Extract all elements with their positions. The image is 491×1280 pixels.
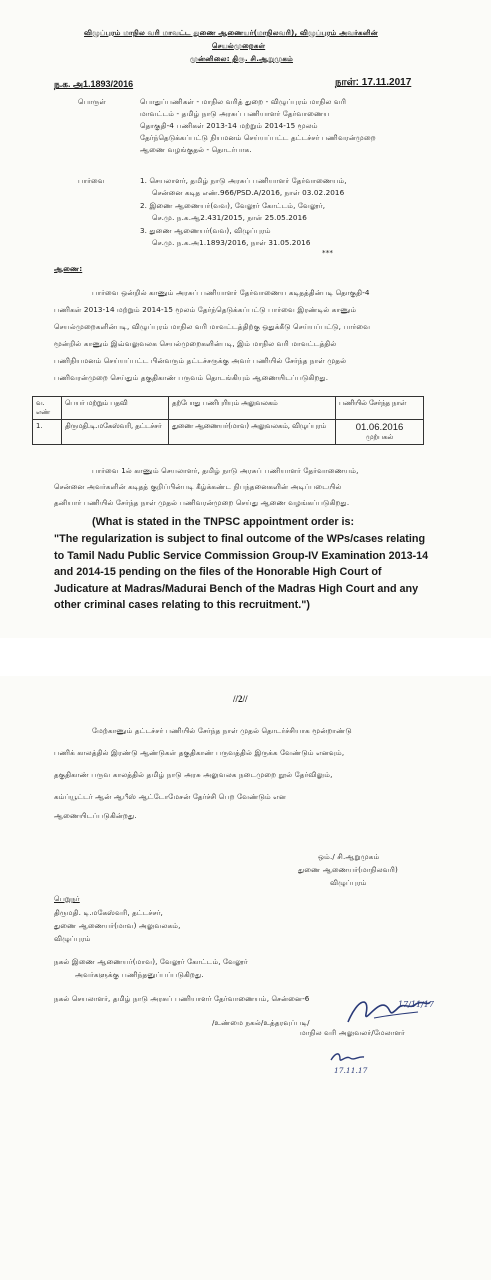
true-copy-line: /உண்மை நகல்/உத்தரவுப்படி/	[212, 1018, 310, 1027]
references-label: பார்வை	[78, 176, 105, 185]
table-header-cell: வ. எண்	[33, 397, 62, 420]
recipient-line: துணை ஆணையர்(மாவ) அலுவலகம்,	[54, 921, 181, 930]
reference-item: செ.மு. ந.க.அ1.1893/2016, நாள் 31.05.2016	[152, 238, 311, 247]
condition-paragraph-line: பார்வை 1ல் காணும் செயலாளர், தமிழ் நாடு அரசுப் பணியாளர் தேர்வாணையம்,	[92, 466, 359, 475]
order-page-1	[0, 0, 491, 638]
reference-item: செ.மு. ந.க.ஆ2.431/2015, நாள் 25.05.2016	[152, 213, 307, 222]
condition-paragraph-line: சென்னை அவர்களின் கடிதத் குறிப்பின்படி கீழ்க்கண்ட நிபந்தனைகளின் அடிப்படையில்	[54, 482, 342, 491]
subject-label: பொருள்	[78, 97, 107, 106]
reference-item: 2. இணை ஆணையர்(வவ), வேலூர் கோட்டம், வேலூர்,	[140, 201, 326, 210]
table-cell-sno: 1.	[33, 420, 62, 445]
presiding-officer: முன்னிலை: திரு. சி.ஆறுமுகம்	[190, 54, 293, 63]
subject-line: ஆணை வழங்குதல் - தொடர்பாக.	[140, 145, 252, 154]
tnpsc-quote-intro: (What is stated in the TNPSC appointment order is:	[92, 516, 355, 528]
signatory-name: ஒம்./ சி.ஆறுமுகம்	[318, 852, 380, 861]
probation-paragraph-line: கம்ப்யூட்டர் ஆன் ஆபீஸ் ஆட்டோமேசன் தேர்ச்சி பெற வேண்டும் என	[54, 792, 287, 801]
order-page-2	[0, 676, 491, 1280]
table-cell-office: துணை ஆணையர்(மாவ) அலுவலகம், விழுப்புரம்	[169, 420, 336, 445]
page-number-marker: //2//	[233, 694, 248, 704]
table-row	[33, 420, 424, 445]
order-label: ஆணை:	[54, 264, 83, 273]
reference-item: 3. துணை ஆணையர்(வவ), விழுப்புரம்	[140, 226, 271, 235]
recipient-label: பெறுநர்	[54, 894, 80, 903]
probation-paragraph-line: தகுதிகாண் பருவ காலத்தில் தமிழ் நாடு அரசு அலுவலக நடைமுறை நூல் தேர்விலும்,	[54, 770, 333, 779]
order-paragraph-line: பணிவரன்முறை செய்தும் தகுதிகாண் பருவம் தொடங்கியும் ஆணையிடப்படுகிறது.	[54, 373, 329, 382]
subject-line: தொகுதி-4 பணிகள் 2013-14 மற்றும் 2014-15 மூலம்	[140, 121, 318, 130]
table-header-cell: தற்போது பணிபுரியும் அலுவலகம்	[169, 397, 336, 420]
condition-paragraph-line: தனியார் பணியில் சேர்ந்த நாள் முதல் பணிவரன்முறை செய்து ஆணை வழங்கப்படுகிறது.	[54, 498, 350, 507]
signature-date: 17/11/17	[398, 1000, 434, 1009]
probation-paragraph-line: மேற்காணும் தட்டச்சர் பணியில் சேர்ந்த நாள் முதல் தொடர்ச்சியாக மூன்றாண்டு	[92, 726, 352, 735]
office-header: விழுப்புரம் மாநில வரி மாவட்ட துணை ஆணையர்(மாநிலவரி), விழுப்புரம் அவர்களின்	[84, 28, 378, 37]
order-date: நாள்: 17.11.2017	[335, 77, 412, 88]
probation-paragraph-line: பணிக் காலத்தில் இரண்டு ஆண்டுகள் தகுதிகாண் பருவத்தில் இருக்க வேண்டும் எனவும்,	[54, 748, 345, 757]
office-header-subtitle: செயல்முறைகள்	[212, 41, 266, 50]
recipient-line: திருமதி. டி.மகேஸ்வரி, தட்டச்சர்,	[54, 908, 163, 917]
copy-line: அவர்களுக்கு பணிந்தனுப்பப்படுகிறது.	[75, 970, 204, 979]
recipient-line: விழுப்புரம்	[54, 934, 91, 943]
joining-session: முற்பகல்	[365, 433, 394, 441]
table-header-cell: பணியில் சேர்ந்த நாள்	[336, 397, 424, 420]
subject-line: பொதுப்பணிகள் - மாநில வரித் துறை - விழுப்புரம் மாநில வரி	[140, 97, 347, 106]
order-paragraph-line: பணிகள் 2013-14 மற்றும் 2014-15 மூலம் தேர்ந்தெடுக்கப்பட்டு பார்வை இரண்டில் காணும்	[54, 305, 357, 314]
reference-number: ந.க. அ1.1893/2016	[54, 79, 134, 89]
reference-item: 1. செயலாளர், தமிழ் நாடு அரசுப் பணியாளர் தேர்வாணையம்,	[140, 176, 347, 185]
order-paragraph-line: மூன்றில் காணும் இவ்வலுவலக செயல்முறைகளின்படி, இம் மாநில வரி மாவட்டத்தில்	[54, 339, 337, 348]
page-separator	[0, 638, 491, 676]
probation-paragraph-line: ஆணையிடப்படுகின்றது.	[54, 811, 137, 820]
reference-item: சென்னை கடித எண்.966/PSD.A/2016, நாள் 03.02.2016	[152, 188, 345, 197]
signatory-place: விழுப்புரம்	[330, 878, 367, 887]
table-cell-name: திருமதி.டி.மகேஸ்வரி, தட்டச்சர்	[62, 420, 169, 445]
table-header-cell: பெயர் மற்றும் பதவி	[62, 397, 169, 420]
subject-line: தேர்ந்தெடுக்கப்பட்டு நியமனம் செய்யப்பட்ட தட்டச்சர் பணிவரன்முறை	[140, 133, 376, 142]
initials-mark	[328, 1050, 368, 1066]
initials-date: 17.11.17	[334, 1066, 368, 1075]
subject-line: மாவட்டம் - தமிழ் நாடு அரசுப் பணியாளர் தேர்வாணைய	[140, 109, 330, 118]
references-end-stars: ***	[322, 248, 334, 257]
order-paragraph-line: பணிநியமனம் செய்யப்பட்ட பின்வரும் தட்டச்சருக்கு அவர் பணியில் சேர்ந்த நாள் முதல்	[54, 356, 347, 365]
table-cell-joining-date	[336, 420, 424, 445]
signer-title: மாநில வரி அலுவலர்/மேலாளர்	[300, 1028, 406, 1037]
copy-line: நகல் இணை ஆணையர்(மாவ), வேலூர் கோட்டம், வேலூர்	[54, 957, 248, 966]
order-paragraph-line: செயல்முறைகளின்படி, விழுப்புரம் மாநில வரி மாவட்டத்திற்கு ஒதுக்கீடு செய்யப்பட்டு, பார்வை	[54, 322, 371, 331]
order-paragraph-line: பார்வை ஒன்றில் காணும் அரசுப் பணியாளர் தேர்வாணைய கடிதத்தின்படி தொகுதி-4	[92, 288, 370, 297]
copy-line: நகல் செயலாளர், தமிழ் நாடு அரசுப் பணியாளர் தேர்வாணையம், சென்னை-6	[54, 994, 310, 1003]
tnpsc-quote-body: "The regularization is subject to final outcome of the WPs/cases relating to Tamil Nadu Public Service Commission Group-IV Examination 2013-14 and 2014-15 pending on the files of the Honorable High Court of Judicature at Madras/Madurai Bench of the Madras High Court and any other criminal cases relating to this recruitment.")	[54, 533, 429, 611]
signatory-title: துணை ஆணையர்(மாநிலவரி)	[298, 865, 398, 874]
appointment-table	[32, 396, 424, 445]
joining-date: 01.06.2016	[355, 422, 404, 433]
table-header-row	[33, 397, 424, 420]
